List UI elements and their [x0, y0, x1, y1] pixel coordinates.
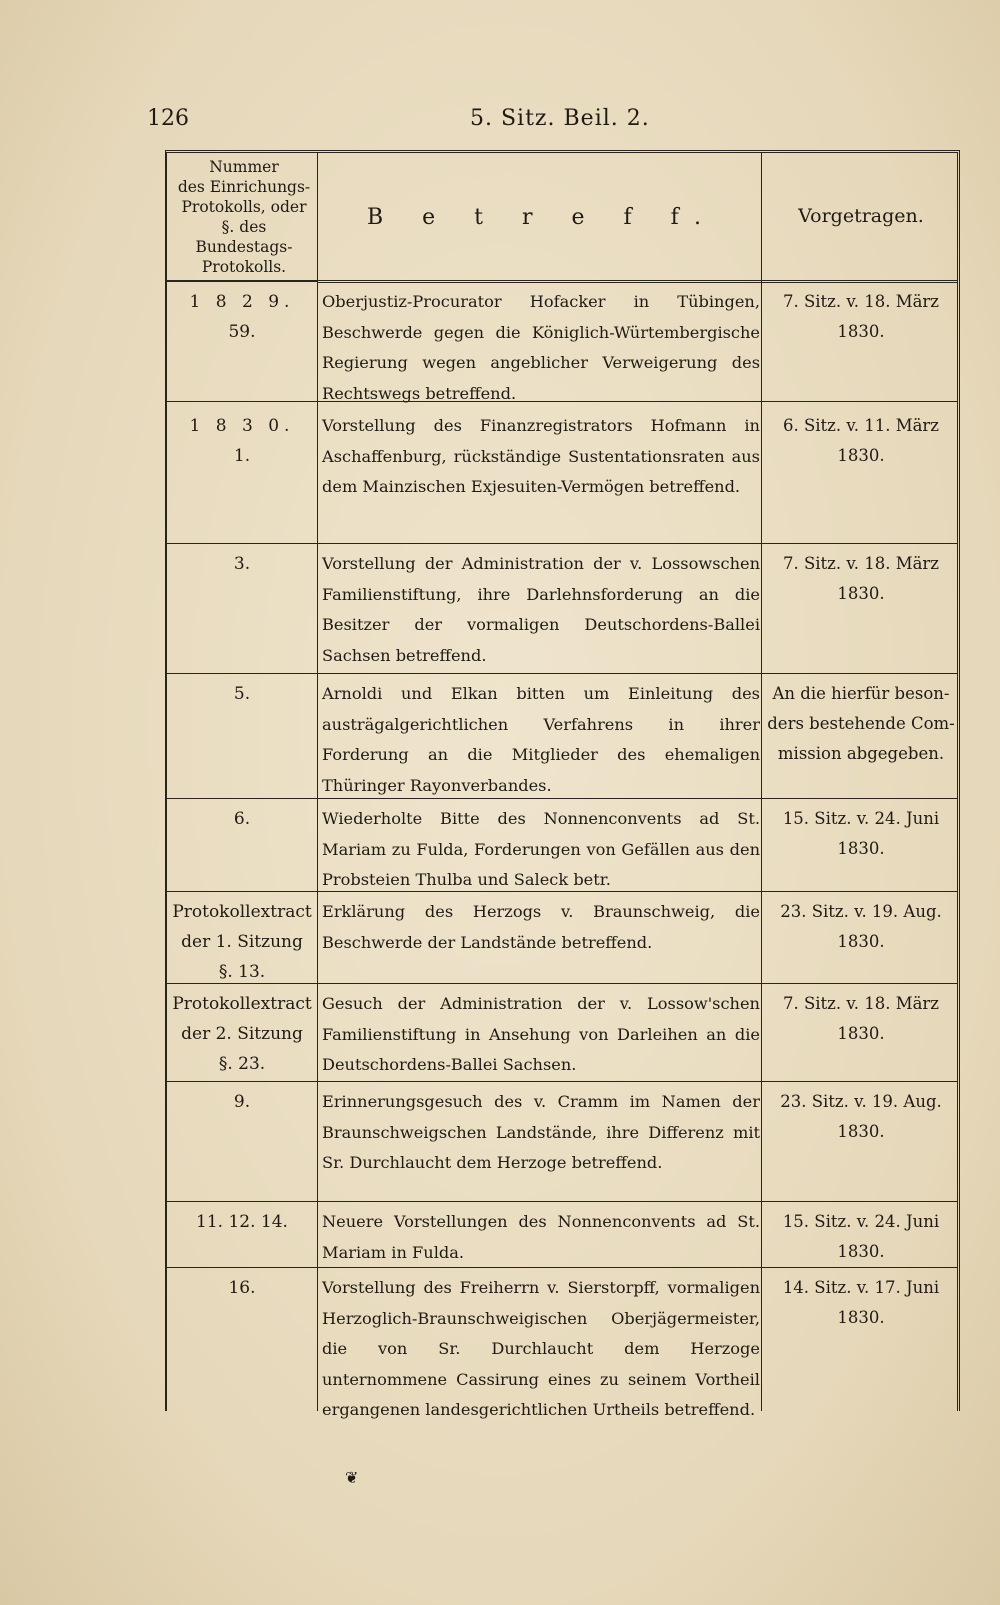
row-vorgetragen: 23. Sitz. v. 19. Aug. 1830.: [780, 902, 942, 951]
row-vorgetragen: 7. Sitz. v. 18. März 1830.: [782, 292, 940, 341]
row-number: 3.: [233, 554, 251, 574]
row-number: 16.: [228, 1278, 256, 1298]
header-rule: [317, 280, 957, 283]
column-header-betreff: B e t r e f f.: [366, 205, 718, 230]
row-rule: [317, 983, 957, 984]
row-vorgetragen: 6. Sitz. v. 11. März 1830.: [782, 416, 940, 465]
row-rule: [167, 543, 317, 544]
row-betreff: Erklärung des Herzogs v. Braunschweig, die Beschwerde der Landstände betreffend.: [322, 902, 760, 952]
row-number: 6.: [233, 809, 251, 829]
row-rule: [167, 891, 317, 892]
ornament-mark: ❦: [345, 1468, 359, 1487]
row-betreff: Wiederholte Bitte des Nonnenconvents ad St. Mariam zu Fulda, Forderungen von Gefällen aus den Probsteien Thulba und Saleck betr.: [322, 809, 760, 889]
table-header: [167, 153, 957, 281]
page-number: 126: [147, 106, 189, 131]
row-rule: [317, 1201, 957, 1202]
row-betreff: Gesuch der Administration der v. Lossow'schen Familienstiftung in Ansehung von Darleihen an die Deutschordens-Ballei Sachsen.: [322, 994, 760, 1074]
row-betreff: Neuere Vorstellungen des Nonnenconvents ad St. Mariam in Fulda.: [322, 1212, 760, 1262]
row-vorgetragen: 7. Sitz. v. 18. März 1830.: [782, 554, 940, 603]
row-rule: [317, 1081, 957, 1082]
row-rule: [317, 673, 957, 674]
row-rule: [317, 891, 957, 892]
row-number: 5.: [233, 684, 251, 704]
row-number: 9.: [233, 1092, 251, 1112]
row-rule: [167, 673, 317, 674]
header-rule: [167, 280, 317, 282]
register-table: [165, 150, 960, 1419]
row-number: 1 8 2 9. 59.: [189, 292, 295, 342]
column-header-number: Nummer des Einrichungs- Protokolls, oder §. des Bundestags- Protokolls.: [177, 158, 311, 276]
row-rule: [167, 401, 317, 402]
row-betreff: Arnoldi und Elkan bitten um Einleitung des austrägalgerichtlichen Verfahrens in ihrer Forderung an die Mitglieder des ehemaligen Thüringer Rayonverbandes.: [322, 684, 760, 795]
row-number: Protokollextract der 1. Sitzung §. 13.: [172, 902, 312, 982]
column-divider: [761, 153, 762, 1411]
row-number: 11. 12. 14.: [196, 1212, 288, 1232]
row-vorgetragen: An die hierfür beson- ders bestehende Com- mission abgegeben.: [767, 684, 955, 763]
row-vorgetragen: 15. Sitz. v. 24. Juni 1830.: [782, 809, 940, 858]
row-betreff: Vorstellung des Freiherrn v. Sierstorpff, vormaligen Herzoglich-Braunschweigischen Oberjägermeister, die von Sr. Durchlaucht dem Herzoge unternommene Cassirung eines zu seinem Vortheil ergangenen landesgerichtlichen Urtheils betreffend.: [322, 1278, 760, 1419]
row-vorgetragen: 7. Sitz. v. 18. März 1830.: [782, 994, 940, 1043]
column-header-vorgetragen: Vorgetragen.: [798, 205, 924, 227]
row-rule: [317, 401, 957, 402]
row-betreff: Erinnerungsgesuch des v. Cramm im Namen der Braunschweigschen Landstände, ihre Differenz mit Sr. Durchlaucht dem Herzoge betreffend.: [322, 1092, 760, 1172]
row-vorgetragen: 14. Sitz. v. 17. Juni 1830.: [782, 1278, 940, 1327]
column-divider: [317, 153, 318, 1411]
row-rule: [167, 1201, 317, 1202]
page-header: [0, 100, 1000, 140]
row-rule: [167, 798, 317, 799]
row-rule: [317, 798, 957, 799]
row-vorgetragen: 15. Sitz. v. 24. Juni 1830.: [782, 1212, 940, 1261]
row-rule: [167, 1081, 317, 1082]
row-number: 1 8 3 0. 1.: [189, 416, 295, 466]
row-rule: [167, 983, 317, 984]
row-betreff: Oberjustiz-Procurator Hofacker in Tübingen, Beschwerde gegen die Königlich-Würtembergische Regierung wegen angeblicher Verweigerung des Rechtswegs betreffend.: [322, 292, 760, 403]
row-rule: [317, 1267, 957, 1268]
running-head: 5. Sitz. Beil. 2.: [470, 106, 650, 131]
row-rule: [317, 543, 957, 544]
row-betreff: Vorstellung der Administration der v. Lossowschen Familienstiftung, ihre Darlehnsforderung an die Besitzer der vormaligen Deutschordens-Ballei Sachsen betreffend.: [322, 554, 760, 665]
row-rule: [167, 1267, 317, 1268]
row-betreff: Vorstellung des Finanzregistrators Hofmann in Aschaffenburg, rückständige Sustentationsraten aus dem Mainzischen Exjesuiten-Vermögen betreffend.: [322, 416, 760, 496]
row-vorgetragen: 23. Sitz. v. 19. Aug. 1830.: [780, 1092, 942, 1141]
row-number: Protokollextract der 2. Sitzung §. 23.: [172, 994, 312, 1074]
